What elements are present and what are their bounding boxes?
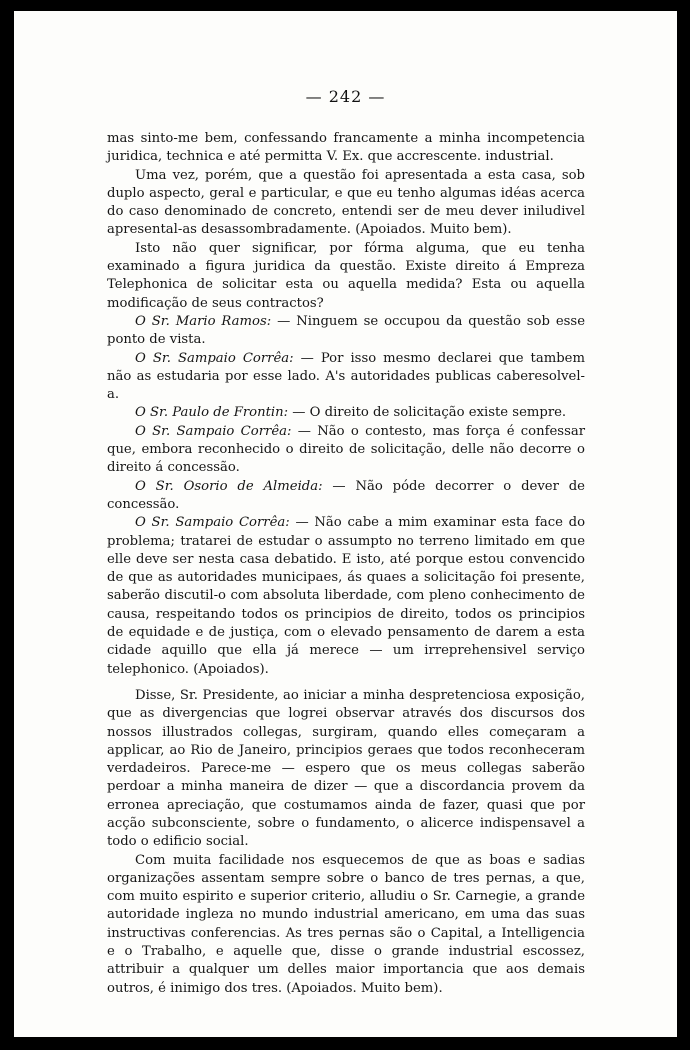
paragraph: O Sr. Osorio de Almeida: — Não póde decorrer o dever de concessão. (107, 478, 585, 512)
page-number: — 242 — (305, 87, 386, 106)
paragraph: O Sr. Mario Ramos: — Ninguem se occupou da questão sob esse ponto de vista. (107, 313, 585, 348)
paragraph: Com muita facilidade nos esquecemos de que as boas e sadias organizações assentam sempre sobre o banco de tres pernas, a que, com muito espirito e superior criterio, alludiu o Sr. Carnegie, a grande autoridade ingleza no mundo industrial americano, em uma das suas instructivas conferencias. As tres pernas são o Capital, a Intelligencia e o Trabalho, e aquelle que, disse o grande industrial escossez, attribuir a qualquer um delles maior importancia que aos demais outros, é inimigo dos tres. (Apoiados. Muito bem). (107, 852, 585, 996)
paragraph: Disse, Sr. Presidente, ao iniciar a minha despretenciosa exposição, que as divergencias que logrei observar através dos discursos dos nossos illustrados collegas, surgiram, quando elles começaram a applicar, ao Rio de Janeiro, principios geraes que todos reconheceram verdadeiros. Parece-me — espero que os meus collegas saberão perdoar a minha maneira de dizer — que a discordancia provem da erronea apreciação, que costumamos ainda de fazer, quasi que por acção subconsciente, sobre o fundamento, o alicerce indispensavel a todo o edificio social. (107, 687, 585, 850)
paragraph: O Sr. Sampaio Corrêa: — Não cabe a mim examinar esta face do problema; tratarei de estudar o assumpto no terreno limitado em que elle deve ser nesta casa debatido. E isto, até porque estou convencido de que as autoridades municipaes, ás quaes a solicitação foi presente, saberão discutil-o com absoluta liberdade, com pleno conhecimento de causa, respeitando todos os principios de direito, todos os principios de equidade e de justiça, com o elevado pensamento de darem a esta cidade aquillo que ella já merece — um irreprehensivel serviço telephonico. (Apoiados). (107, 515, 586, 677)
paragraph: O Sr. Sampaio Corrêa: — Por isso mesmo declarei que tambem não as estudaria por esse lado. A's autoridades publicas caberesolvel-a. (107, 350, 585, 403)
speaker-name: O Sr. Sampaio Corrêa: (135, 515, 290, 531)
paragraph: mas sinto-me bem, confessando francamente a minha incompetencia juridica, technica e até permitta V. Ex. que accrescente. industrial. (107, 131, 585, 165)
speaker-name: O Sr. Paulo de Frontin: (135, 405, 289, 421)
paragraph: O Sr. Sampaio Corrêa: — Não o contesto, mas força é confessar que, embora reconhecido o direito de solicitação, delle não decorre o direito á concessão. (107, 423, 586, 476)
speaker-name: O Sr. Mario Ramos: (135, 313, 272, 329)
speaker-name: O Sr. Osorio de Almeida: (135, 478, 323, 494)
document-page (14, 11, 677, 1037)
paragraph: O Sr. Paulo de Frontin: — O direito de solicitação existe sempre. (135, 405, 567, 421)
speaker-name: O Sr. Sampaio Corrêa: (135, 350, 294, 366)
speaker-name: O Sr. Sampaio Corrêa: (135, 423, 292, 439)
body-text (107, 130, 585, 998)
paragraph: Uma vez, porém, que a questão foi apresentada a esta casa, sob duplo aspecto, geral e particular, e que eu tenho algumas idéas acerca do caso denominado de concreto, entendi ser de meu dever iniludivel apresental-as desassombradamente. (Apoiados. Muito bem). (107, 167, 585, 238)
paragraph: Isto não quer significar, por fórma alguma, que eu tenha examinado a figura juridica da questão. Existe direito á Empreza Telephonica de solicitar esta ou aquella medida? Esta ou aquella modificação de seus contractos? (107, 240, 585, 311)
